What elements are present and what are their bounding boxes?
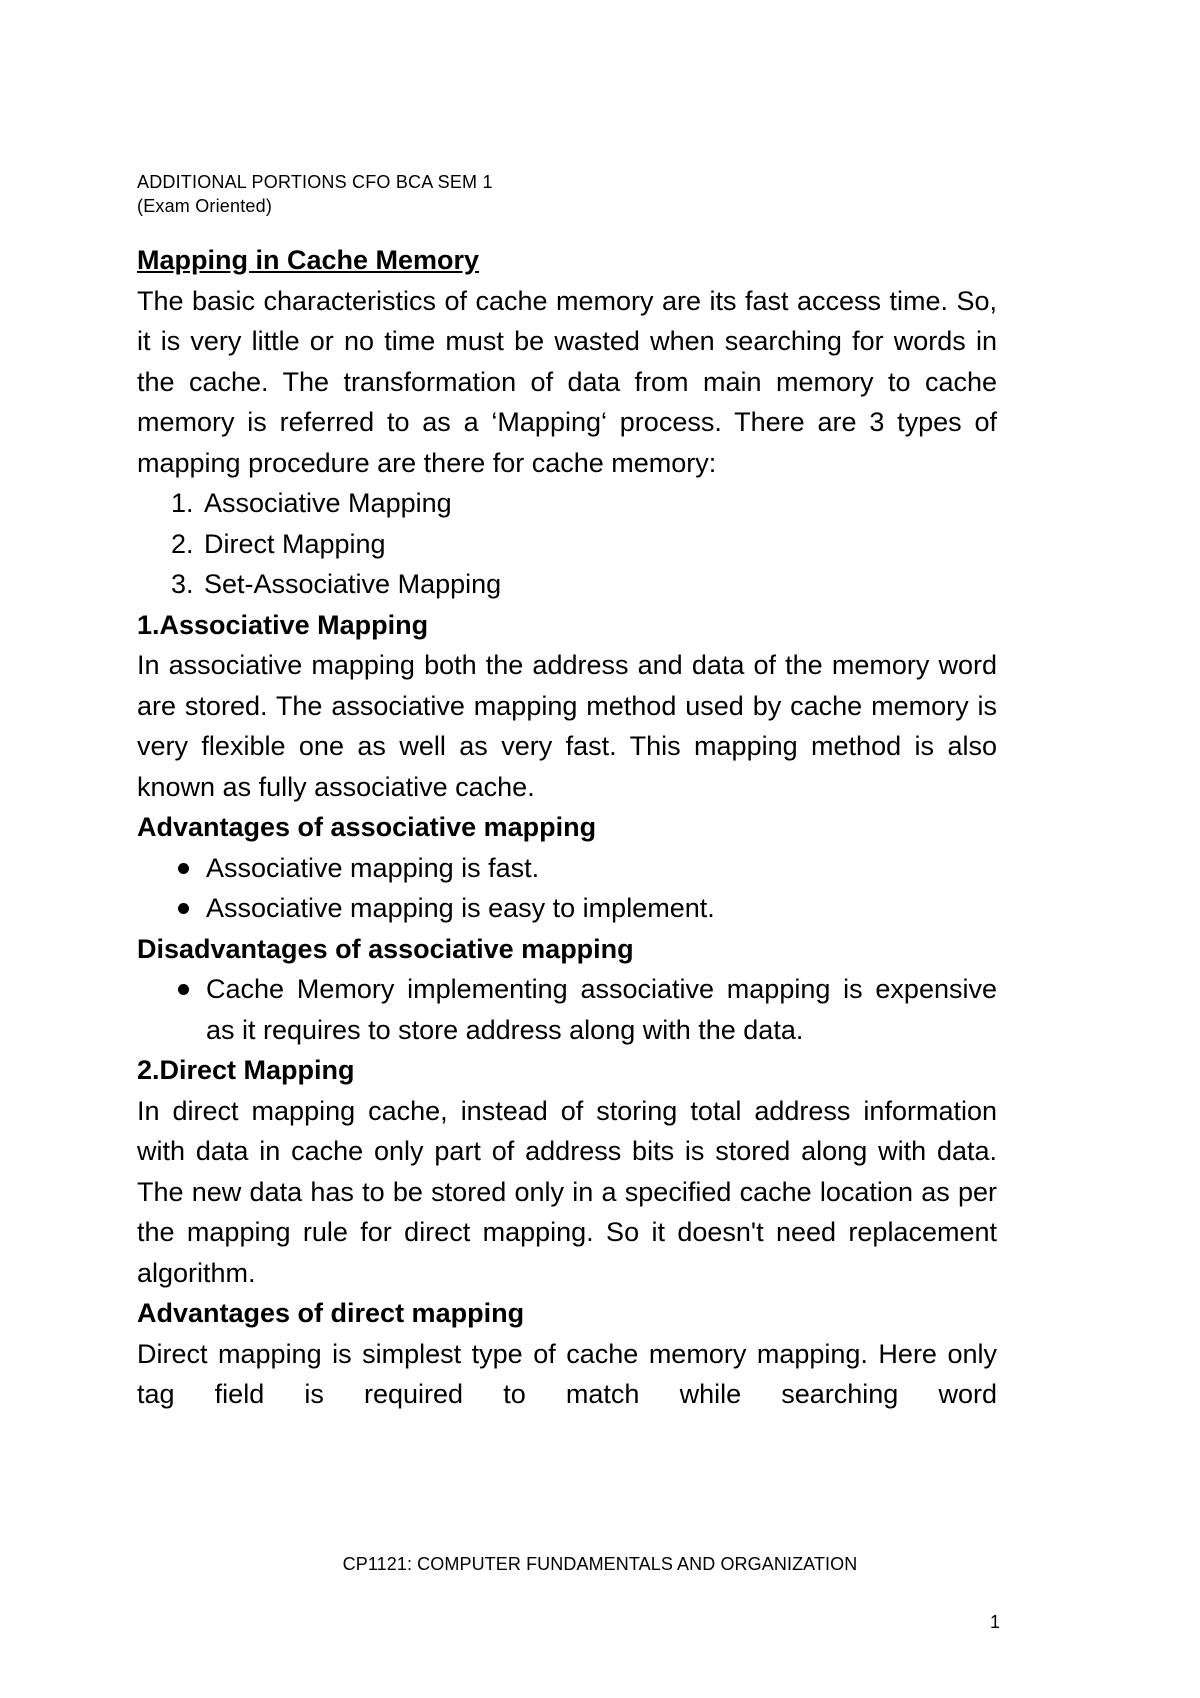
list-item-text: Associative Mapping xyxy=(204,488,452,518)
bullet-icon xyxy=(178,863,189,874)
document-body xyxy=(137,240,997,1415)
list-number: 1. xyxy=(171,488,194,518)
list-item-text: Associative mapping is fast. xyxy=(206,852,540,883)
header-line-1: ADDITIONAL PORTIONS CFO BCA SEM 1 xyxy=(137,172,493,192)
associative-disadvantages-title: Disadvantages of associative mapping xyxy=(137,933,634,964)
bullet-icon xyxy=(178,984,189,995)
page-number: 1 xyxy=(989,1612,1000,1632)
list-item-text: Cache Memory implementing associative mapping is expensive as it requires to store address along with the data. xyxy=(206,974,997,1045)
mapping-intro-paragraph: The basic characteristics of cache memory are its fast access time. So, it is very little or no time must be wasted when searching for words in the cache. The transformation of data from main memory to cache memory is referred to as a ‘Mapping‘ process. There are 3 types of mapping procedure are there for cache memory: xyxy=(137,285,997,478)
bullet-icon xyxy=(178,903,189,914)
direct-advantages-paragraph: Direct mapping is simplest type of cache memory mapping. Here only tag field is required to match while searching word xyxy=(137,1338,997,1409)
header-line-2: (Exam Oriented) xyxy=(137,196,273,216)
list-item-text: Direct Mapping xyxy=(204,528,386,559)
associative-advantages-list xyxy=(137,848,997,929)
section-title-mapping: Mapping in Cache Memory xyxy=(137,245,480,275)
section-title-direct: 2.Direct Mapping xyxy=(137,1055,355,1085)
list-item xyxy=(206,888,997,929)
direct-paragraph: In direct mapping cache, instead of storing total address information with data in cache only part of address bits is stored along with data. The new data has to be stored only in a specified cache location as per the mapping rule for direct mapping. So it doesn't need replacement algorithm. xyxy=(137,1095,997,1288)
list-number: 3. xyxy=(171,569,194,599)
associative-paragraph: In associative mapping both the address and data of the memory word are stored. The associative mapping method used by cache memory is very flexible one as well as very fast. This mapping method is also known as fully associative cache. xyxy=(137,650,997,802)
list-number: 2. xyxy=(171,528,194,559)
direct-advantages-title: Advantages of direct mapping xyxy=(137,1298,525,1328)
list-item xyxy=(206,848,997,889)
mapping-types-list xyxy=(137,483,997,605)
associative-advantages-title: Advantages of associative mapping xyxy=(137,812,597,842)
list-item-text: Associative mapping is easy to implement. xyxy=(206,893,715,923)
list-item xyxy=(171,564,997,605)
page-footer: CP1121: COMPUTER FUNDAMENTALS AND ORGANIZATION xyxy=(342,1554,858,1574)
list-item xyxy=(171,483,997,524)
associative-disadvantages-list xyxy=(137,969,997,1050)
list-item-text: Set-Associative Mapping xyxy=(204,569,502,599)
list-item xyxy=(206,969,997,1050)
document-header xyxy=(137,170,1017,218)
list-item xyxy=(171,524,997,565)
section-title-associative: 1.Associative Mapping xyxy=(137,609,429,640)
